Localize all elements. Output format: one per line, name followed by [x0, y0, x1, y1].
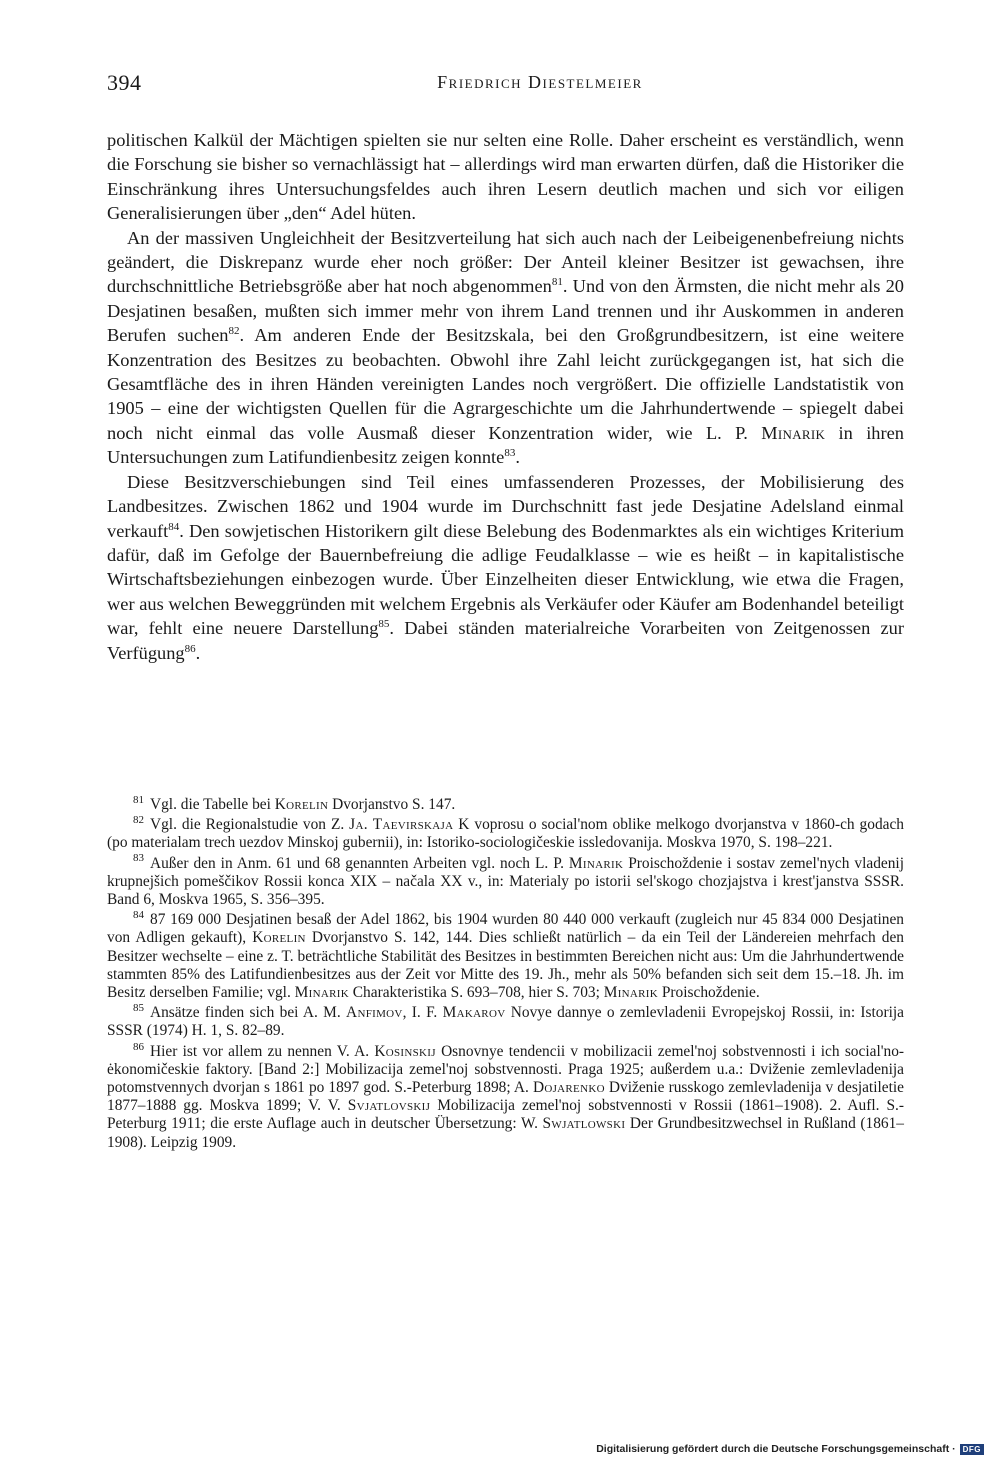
footnote-83: 83 Außer den in Anm. 61 und 68 genannten Arbeiten vgl. noch L. P. Minarik Proischoždenie i sostav zemel'nych vladenij krupnejšich pomeščikov Rossii konca XIX – načala XX v., in: Materialy po istorii sel'skogo chozjajstva i krest'janstva SSSR. Band 6, Moskva 1965, S. 356–395. — [107, 852, 904, 909]
paragraph-text: An der massiven Ungleichheit der Besitzverteilung hat sich auch nach der Leibeigenenbefreiung nichts geändert, die Diskrepanz wurde eher noch größer: Der Anteil kleiner Besitzer ist gewachsen, ihre durchschnittliche Betriebsgröße aber hat noch abgenommen — [107, 227, 904, 297]
footnote-text: Hier ist vor allem zu nennen V. A. — [150, 1042, 375, 1060]
footnote-text: 87 169 000 Desjatinen besaß der Adel 1862, bis 1904 wurden 80 440 000 verkauft (zugleich nur 45 834 000 Desjatinen von Adligen gekauft), — [107, 911, 904, 947]
footnote-text: Außer den in Anm. 61 und 68 genannten Arbeiten vgl. noch L. P. — [150, 854, 569, 872]
footnote-text: Der Grundbesitzwechsel in Rußland (1861–1908). Leipzig 1909. — [107, 1115, 904, 1151]
footnote-ref: 86 — [184, 642, 196, 655]
author-name: Svjatlovskij — [347, 1097, 431, 1115]
footnote-ref: 83 — [504, 447, 516, 460]
author-name: Minarik — [761, 422, 826, 443]
footnote-85: 85 Ansätze finden sich bei A. M. Anfimov, I. F. Makarov Novye dannye o zemlevladenii Evropejskoj Rossii, in: Istorija SSSR (1974) H. 1, S. 82–89. — [107, 1002, 905, 1040]
footnote-ref: 81 — [551, 276, 563, 289]
paragraph-text: . — [195, 642, 201, 663]
footnote-86: 86 Hier ist vor allem zu nennen V. A. Kosinskij Osnovnye tendencii v mobilizacii zemel'noj sobstvennosti i ich social'no-ėkonomičeskie faktory. [Band 2:] Mobilizacija zemel'noj sobstvennosti. Praga 1925; außerdem u.a.: Dviženie zemlevladenija potomstvennych dvorjan s 1861 po 1897 god. S.-Peterburg 1898; A. Dojarenko Dviženie russkogo zemlevladenija v desjatiletie 1877–1888 gg. Moskva 1899; V. V. Svjatlovskij Mobilizacija zemel'noj sobstvennosti v Rossii (1861–1908). 2. Aufl. S.-Peterburg 1911; die erste Auflage auch in deutscher Übersetzung: W. Swjatlowski Der Grundbesitzwechsel in Rußland (1861–1908). Leipzig 1909. — [107, 1040, 905, 1151]
footnotes — [107, 793, 905, 1154]
footnote-text: Proischoždenie. — [658, 984, 760, 1002]
footnote-ref: 82 — [228, 325, 240, 338]
paragraph-2 — [107, 226, 904, 470]
paragraph-text: . Und von den Ärmsten, die nicht mehr als 20 Desjatinen besaßen, mußten sich immer mehr von ihrem Land trennen und ihr Auskommen in anderen Berufen suchen — [107, 276, 904, 346]
footnote-text: Vgl. die Tabelle bei — [150, 796, 275, 813]
footnote-text: Proischoždenie i sostav zemel'nych vladenij krupnejšich pomeščikov Rossii konca XIX – načala XX v., in: Materialy po istorii sel'skogo chozjajstva i krest'janstva SSSR. Band 6, Moskva 1965, S. 356–395. — [107, 854, 904, 909]
author-name: Minarik — [294, 984, 349, 1002]
paragraph-text: . Am anderen Ende der Besitzskala, bei den Großgrundbesitzern, ist eine weitere Konzentration des Besitzes zu beobachten. Obwohl ihre Zahl leicht zurückgegangen ist, hat sich die Gesamtfläche des in ihren Händen vereinigten Landes noch vergrößert. Die offizielle Landstatistik von 1905 – eine der wichtigsten Quellen für die Agrargeschichte um die Jahrhundertwende – spiegelt dabei noch nicht einmal das volle Ausmaß dieser Konzentration wider, wie L. P. — [107, 325, 904, 443]
author-name: Korelin — [252, 929, 306, 947]
paragraph-text: in ihren Untersuchungen zum Latifundienbesitz zeigen konnte — [107, 422, 904, 468]
credit-text: Digitalisierung gefördert durch die Deutsche Forschungsgemeinschaft · — [596, 1443, 956, 1455]
paragraph-text: . — [515, 447, 520, 468]
paragraph-text: . Dabei ständen materialreiche Vorarbeiten von Zeitgenossen zur Verfügung — [107, 618, 904, 663]
footnote-text: Ansätze finden sich bei A. M. — [150, 1004, 347, 1022]
main-text — [107, 128, 904, 665]
footnote-text: Mobilizacija zemel'noj sobstvennosti v Rossii (1861–1908). 2. Aufl. S.-Peterburg 1911; die erste Auflage auch in deutscher Übersetzung: W. — [107, 1097, 905, 1133]
author-name: Makarov — [442, 1004, 506, 1022]
page-number: 394 — [107, 70, 142, 95]
footnote-82: 82 Vgl. die Regionalstudie von Z. Ja. Taevirskaja K voprosu o social'nom oblike melkogo dvorjanstva v 1860-ch godach (po materialam trech uezdov Minskoj gubernii), in: Istoriko-sociologičeskie issledovanija. Moskva 1970, S. 198–221. — [107, 814, 905, 852]
author-name: Ja. Taevirskaja — [349, 816, 454, 834]
footnote-ref: 84 — [168, 520, 180, 533]
author-name: Minarik — [603, 984, 658, 1002]
paragraph-text: Diese Besitzverschiebungen sind Teil eines umfassenderen Prozesses, der Mobilisierung des Landbesitzes. Zwischen 1862 und 1904 wurde im Durchschnitt fast jede Desjatine Adelsland einmal verkauft — [107, 471, 904, 541]
running-head: Friedrich Diestelmeier — [437, 72, 643, 92]
footnote-text: Osnovnye tendencii v mobilizacii zemel'noj sobstvennosti i ich social'no-ėkonomičeskie faktory. [Band 2:] Mobilizacija zemel'noj sobstvennosti. Praga 1925; außerdem u.a.: Dviženie zemlevladenija potomstvennych dvorjan s 1861 po 1897 god. S.-Peterburg 1898; A. — [107, 1042, 905, 1097]
footnote-text: Vgl. die Regionalstudie von Z. — [150, 816, 350, 834]
footnote-ref: 85 — [378, 618, 390, 630]
author-name: Dojarenko — [532, 1079, 605, 1097]
footnote-81: 81 Vgl. die Tabelle bei Korelin Dvorjanstvo S. 147. — [133, 793, 456, 813]
digitization-credit — [596, 1443, 984, 1455]
paragraph-text: . Den sowjetischen Historikern gilt diese Belebung des Bodenmarktes als ein wichtiges Kriterium dafür, daß im Gefolge der Bauernbefreiung die adlige Feudalklasse – wie es heißt – in kapitalistische Wirtschaftsbeziehungen einbezogen wurde. Über Einzelheiten dieser Entwicklung, wie etwa die Fragen, wer aus welchen Beweggründen mit welchem Ergebnis als Verkäufer oder Käufer am Bodenhandel beteiligt war, fehlt eine neuere Darstellung — [107, 520, 904, 639]
author-name: Kosinskij — [374, 1042, 436, 1060]
footnote-text: Dviženie russkogo zemlevladenija v desjatiletie 1877–1888 gg. Moskva 1899; V. V. — [107, 1079, 904, 1115]
paragraph-3 — [107, 470, 904, 665]
author-name: Anfimov — [346, 1004, 403, 1022]
author-name: Korelin — [274, 796, 329, 813]
footnote-84: 84 87 169 000 Desjatinen besaß der Adel 1862, bis 1904 wurden 80 440 000 verkauft (zugleich nur 45 834 000 Desjatinen von Adligen gekauft), Korelin Dvorjanstvo S. 142, 144. Dies schließt natürlich – da ein Teil der Ländereien mehrfach den Besitzer wechselte – eine z. T. beträchtliche Stabilität des Besitzes in bestimmten Bereichen nicht aus: Um die Jahrhundertwende stammten 85% des Latifundienbesitzes aus der Zeit vor Mitte des 19. Jh., mehr als 50% befanden sich seit dem 15.–18. Jh. im Besitz derselben Familie; vgl. Minarik Charakteristika S. 693–708, hier S. 703; Minarik Proischoždenie. — [107, 909, 904, 1002]
footnote-text: Novye dannye o zemlevladenii Evropejskoj Rossii, in: Istorija SSSR (1974) H. 1, S. 82–89. — [107, 1004, 905, 1040]
paragraph-1 — [107, 128, 904, 226]
footnote-text: , I. F. — [402, 1004, 443, 1022]
footnote-text: K voprosu o social'nom oblike melkogo dvorjanstva v 1860-ch godach (po materialam trech uezdov Minskoj gubernii), in: Istoriko-sociologičeskie issledovanija. Moskva 1970, S. 198–221. — [107, 816, 905, 852]
footnote-text: Charakteristika S. 693–708, hier S. 703; — [348, 984, 604, 1002]
footnote-text: Dvorjanstvo S. 147. — [328, 796, 456, 813]
dfg-logo: DFG — [960, 1444, 984, 1455]
footnote-text: Dvorjanstvo S. 142, 144. Dies schließt natürlich – da ein Teil der Ländereien mehrfach den Besitzer wechselte – eine z. T. beträchtliche Stabilität des Besitzes in bestimmten Bereichen nicht aus: Um die Jahrhundertwende stammten 85% des Latifundienbesitzes aus der Zeit vor Mitte des 19. Jh., mehr als 50% befanden sich seit dem 15.–18. Jh. im Besitz derselben Familie; vgl. — [107, 929, 904, 1002]
author-name: Minarik — [568, 854, 624, 872]
author-name: Swjatlowski — [542, 1115, 626, 1133]
paragraph-text: politischen Kalkül der Mächtigen spielten sie nur selten eine Rolle. Daher erscheint es verständlich, wenn die Forschung sie bisher so vernachlässigt hat – allerdings wird man erwarten dürfen, daß die Historiker die Einschränkung ihres Untersuchungsfeldes auch ihren Lesern deutlich machen und sich vor eiligen Generalisierungen über „den“ Adel hüten. — [107, 130, 904, 224]
